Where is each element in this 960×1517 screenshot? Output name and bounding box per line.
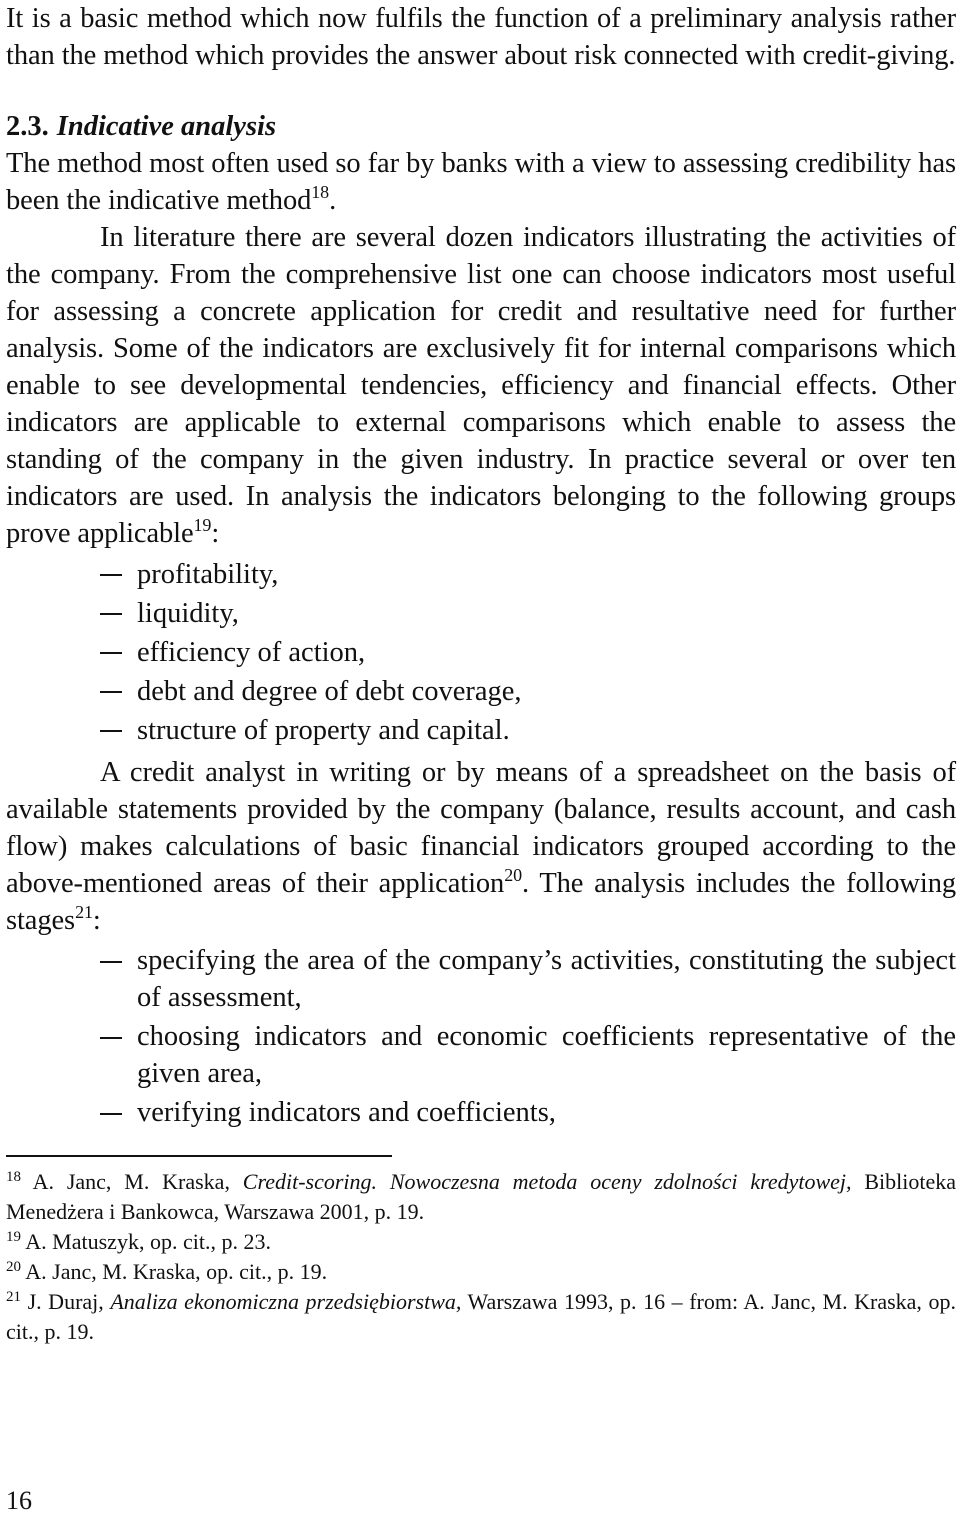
footnote-number: 21 [6,1289,21,1305]
footnote-text: A. Matuszyk, op. cit., p. 23. [25,1229,271,1254]
paragraph-text-2: The analysis includes the following stages [6,868,957,936]
document-page [6,0,956,1347]
list-item-text: verifying indicators and coefficients, [137,1097,556,1128]
intro-paragraph: It is a basic method which now fulfils the function of a preliminary analysis rather than the method which provides the answer about risk connected with credit-giving. [6,3,956,71]
footnote-number: 18 [6,1169,21,1185]
footnote-ref-21[interactable]: 21 [75,902,93,922]
paragraph-text: In literature there are several dozen indicators illustrating the activities of the company. From the comprehensive list one can choose indicators most useful for assessing a concrete application for credit and resultative need for further analysis. Some of the indicators are exclusively fit for internal comparisons which enable to see developmental tendencies, efficiency and financial effects. Other indicators are applicable to external comparisons which enable to assess the standing of the company in the given industry. In practice several or over ten indicators are used. In analysis the indicators belonging to the following groups prove applicable [6,222,956,549]
footnote-ref-19[interactable]: 19 [193,515,212,535]
footnote-21 [6,1287,956,1347]
paragraph-indicative-method [6,145,956,219]
paragraph-literature [6,219,956,552]
page-number: 16 [6,1486,32,1515]
list-item-text: specifying the area of the company’s activities, constituting the subject of assessment, [137,945,956,1013]
paragraph-end: . [329,185,337,216]
footnote-text: J. Duraj, [27,1289,111,1314]
list-item [6,942,956,1016]
list-item [6,555,956,594]
footnote-19 [6,1227,956,1257]
footnote-title: Credit-scoring. Nowoczesna metoda oceny zdolności kredytowej, [242,1169,852,1194]
footnote-text: A. Janc, M. Kraska, [32,1169,243,1194]
footnote-separator [6,1155,392,1157]
section-heading [6,108,956,145]
list-item-text: choosing indicators and economic coefficients representative of the given area, [137,1021,956,1089]
list-item-text: debt and degree of debt coverage, [137,676,522,707]
footnote-text: A. Janc, M. Kraska, op. cit., p. 19. [25,1259,328,1284]
list-item [6,1094,956,1131]
footnote-number: 20 [6,1259,21,1275]
indicator-groups-list [6,555,956,750]
stages-list [6,942,956,1131]
list-item [6,594,956,633]
paragraph-end: . [522,868,530,899]
list-item [6,633,956,672]
list-item [6,711,956,750]
paragraph-end: : [211,518,220,549]
footnote-18 [6,1167,956,1227]
list-item-text: profitability, [137,559,279,590]
footnote-title: Analiza ekonomiczna przedsiębiorstwa, [110,1289,462,1314]
list-item-text: efficiency of action, [137,637,366,668]
footnote-number: 19 [6,1229,21,1245]
paragraph-credit-analyst [6,754,956,939]
footnote-ref-20[interactable]: 20 [504,865,523,885]
paragraph-end-2: : [92,905,101,936]
footnote-text: Biblioteka Menedżera i Bankowca, Warszawa 2001, p. 19. [6,1169,956,1224]
list-item [6,1018,956,1092]
footnote-ref-18[interactable]: 18 [311,182,330,202]
list-item-text: liquidity, [137,598,239,629]
footnote-text: Warszawa 1993, p. 16 – from: A. Janc, M. Kraska, op. cit., p. 19. [6,1289,956,1344]
list-item [6,672,956,711]
list-item-text: structure of property and capital. [137,715,510,746]
section-title: Indicative analysis [56,111,277,142]
footnote-20 [6,1257,956,1287]
paragraph-text: A credit analyst in writing or by means of a spreadsheet on the basis of available statements provided by the company (balance, results account, and cash flow) makes calculations of basic financial indicators grouped according to the above-mentioned areas of their application [6,757,956,899]
paragraph-text: The method most often used so far by banks with a view to assessing credibility has been the indicative method [6,148,956,216]
section-number: 2.3. [6,111,49,142]
